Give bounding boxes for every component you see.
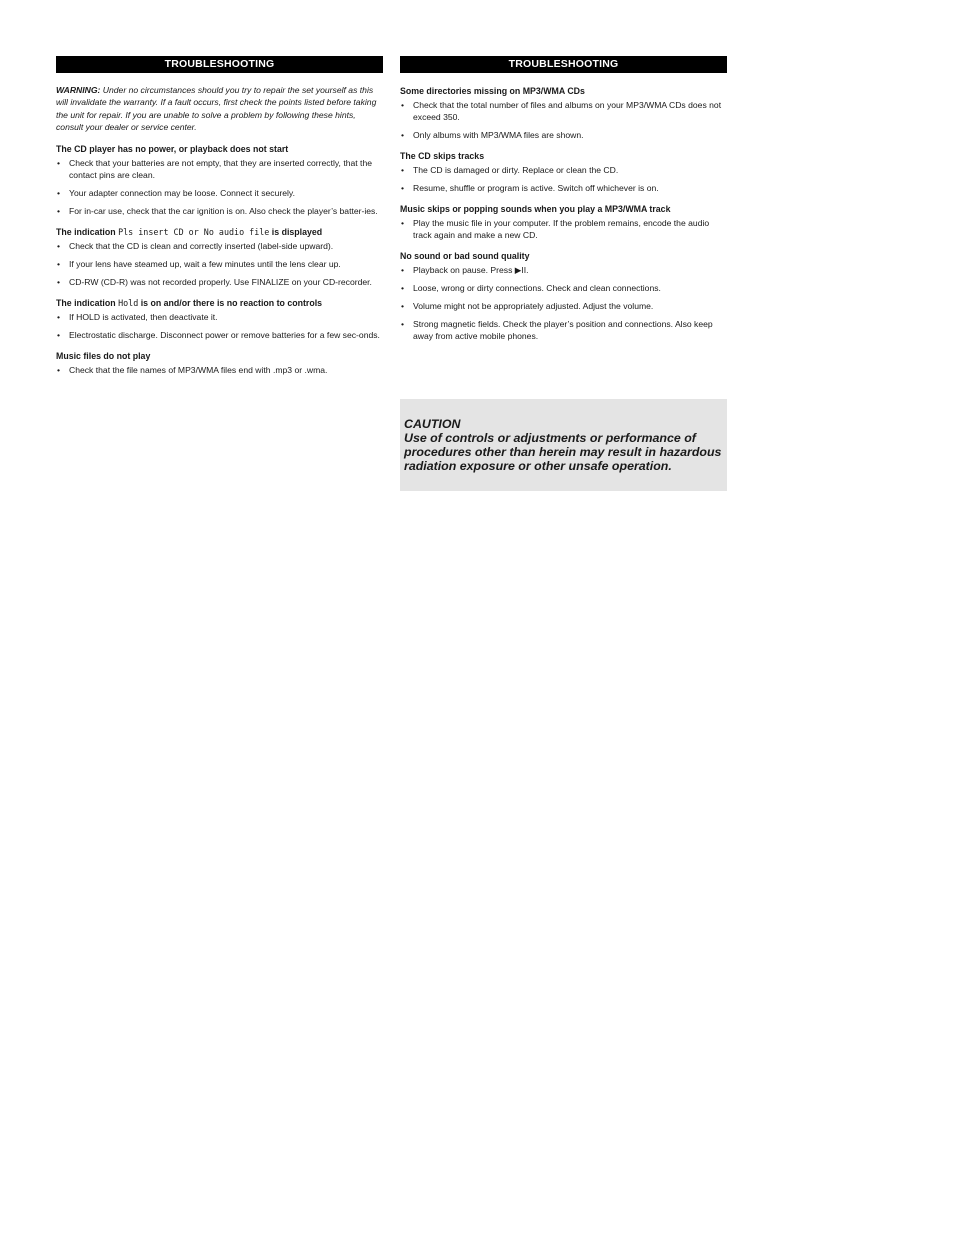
list-popping [400,217,727,241]
display-code: Hold [118,297,139,308]
list-item: • The CD is damaged or dirty. Replace or clean the CD. [400,164,727,176]
list-music-files [56,364,383,376]
list-insert-cd [56,240,383,288]
warning-label: WARNING: [56,85,101,95]
section-title-no-sound: No sound or bad sound quality [400,251,530,261]
section-title-music-files: Music files do not play [56,350,151,361]
list-item: • Play the music file in your computer. If the problem remains, encode the audio track again and make a new CD. [400,217,727,241]
list-item: • Loose, wrong or dirty connections. Check and clean connections. [400,282,727,294]
list-no-sound [400,264,727,342]
list-item: • Check that your batteries are not empty, that they are inserted correctly, that the contact pins are clean. [56,157,383,181]
list-item: • Check that the total number of files and albums on your MP3/WMA CDs does not exceed 350. [400,99,727,123]
list-no-power [56,157,383,217]
title-suffix: is displayed [269,226,323,237]
list-item: • Only albums with MP3/WMA files are shown. [400,129,727,141]
warning-paragraph [56,84,383,134]
list-item: • CD-RW (CD-R) was not recorded properly. Use FINALIZE on your CD-recorder. [56,276,383,288]
caution-text: Use of controls or adjustments or performance of procedures other than herein may result in hazardous radiation exposure or other unsafe operation. [404,431,722,473]
list-item: • Volume might not be appropriately adjusted. Adjust the volume. [400,300,727,312]
warning-text: Under no circumstances should you try to repair the set yourself as this will invalidate the warranty. If a fault occurs, first check the points listed before taking the unit for repair. If you are unable to solve a problem by following these hints, consult your dealer or service center. [56,85,377,133]
list-item: • Resume, shuffle or program is active. Switch off whichever is on. [400,182,727,194]
list-directories [400,99,727,141]
title-suffix: is on and/or there is no reaction to controls [138,297,323,308]
section-title-directories: Some directories missing on MP3/WMA CDs [400,86,585,96]
list-item: • If your lens have steamed up, wait a few minutes until the lens clear up. [56,258,383,270]
left-column [56,56,383,382]
caution-title: CAUTION [404,417,461,431]
list-item: • Your adapter connection may be loose. Connect it securely. [56,187,383,199]
left-header: TROUBLESHOOTING [56,56,383,73]
right-header: TROUBLESHOOTING [400,56,727,73]
list-item: • For in-car use, check that the car ignition is on. Also check the player’s batter-ies. [56,205,383,217]
section-title-insert-cd [56,226,383,238]
list-item: • Playback on pause. Press ▶II. [400,264,727,276]
list-item: • Strong magnetic fields. Check the player’s position and connections. Also keep away from active mobile phones. [400,318,727,342]
list-item: • Electrostatic discharge. Disconnect power or remove batteries for a few sec-onds. [56,329,383,341]
title-prefix: The indication [56,226,119,237]
section-title-no-power: The CD player has no power, or playback does not start [56,143,289,154]
section-title-popping: Music skips or popping sounds when you play a MP3/WMA track [400,204,671,214]
list-item: • Check that the file names of MP3/WMA files end with .mp3 or .wma. [56,364,383,376]
list-item: • Check that the CD is clean and correctly inserted (label-side upward). [56,240,383,252]
display-code: Pls insert CD or No audio file [118,226,270,237]
section-title-skips: The CD skips tracks [400,151,485,161]
list-hold [56,311,383,341]
section-title-hold [56,297,383,309]
caution-box [400,399,727,491]
list-item: • If HOLD is activated, then deactivate it. [56,311,383,323]
title-prefix: The indication [56,297,119,308]
right-column [400,56,727,348]
list-skips [400,164,727,194]
